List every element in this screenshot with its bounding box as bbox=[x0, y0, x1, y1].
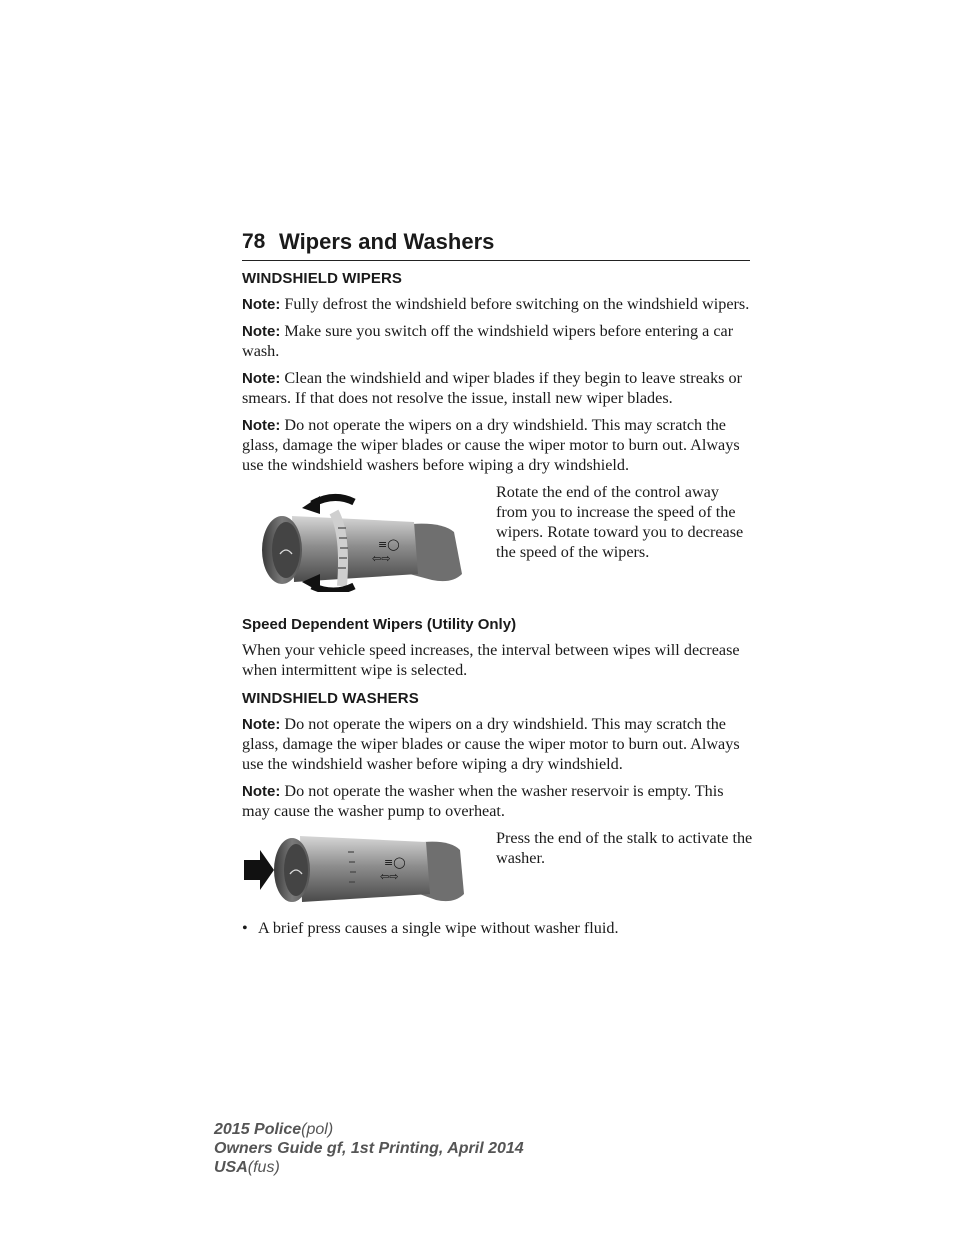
footer-market-code: (fus) bbox=[247, 1159, 280, 1176]
rotate-instruction-text: Rotate the end of the control away from you to increase the speed of the wipers. Rotate toward you to decrease the speed of the wipers. bbox=[496, 483, 744, 561]
svg-text:⇦⇨: ⇦⇨ bbox=[380, 870, 399, 883]
bullet-marker: • bbox=[242, 919, 248, 937]
note-label: Note: bbox=[242, 370, 281, 387]
chapter-title: Wipers and Washers bbox=[279, 229, 495, 254]
wiper-stalk-rotate-illustration bbox=[242, 482, 468, 592]
press-instruction-text: Press the end of the stalk to activate the washer. bbox=[496, 829, 753, 867]
note-paragraph bbox=[242, 321, 754, 361]
footer-market: USA bbox=[214, 1159, 248, 1176]
washer-press-figure-row bbox=[242, 828, 754, 910]
section-title-windshield-wipers: WINDSHIELD WIPERS bbox=[242, 270, 403, 287]
note-paragraph bbox=[242, 781, 754, 821]
washer-stalk-press-illustration bbox=[242, 828, 468, 910]
wiper-rotate-figure-row bbox=[242, 482, 754, 592]
note-paragraph bbox=[242, 714, 754, 774]
note-label: Note: bbox=[242, 417, 281, 434]
note-paragraph bbox=[242, 294, 754, 314]
note-text: Clean the windshield and wiper blades if they begin to leave streaks or smears. If that does not resolve the issue, install new wiper blades. bbox=[242, 369, 742, 407]
note-text: Do not operate the wipers on a dry windshield. This may scratch the glass, damage the wiper blades or cause the wiper motor to burn out. Always use the windshield washers before wiping a dry windshield. bbox=[242, 416, 740, 474]
section-title-windshield-washers: WINDSHIELD WASHERS bbox=[242, 690, 419, 707]
page-header bbox=[242, 226, 750, 261]
note-label: Note: bbox=[242, 296, 281, 313]
note-label: Note: bbox=[242, 783, 281, 800]
note-text: Make sure you switch off the windshield wipers before entering a car wash. bbox=[242, 322, 734, 360]
list-item bbox=[242, 918, 754, 938]
footer-model-code: (pol) bbox=[301, 1121, 334, 1138]
svg-text:≡◯: ≡◯ bbox=[384, 856, 406, 869]
section-title-speed-dependent-wipers: Speed Dependent Wipers (Utility Only) bbox=[242, 616, 517, 633]
note-text: Fully defrost the windshield before switching on the windshield wipers. bbox=[284, 295, 750, 313]
note-paragraph bbox=[242, 368, 754, 408]
note-text: Do not operate the washer when the washer reservoir is empty. This may cause the washer pump to overheat. bbox=[242, 782, 724, 820]
page-content bbox=[242, 270, 754, 938]
footer-line-market bbox=[214, 1158, 524, 1177]
note-label: Note: bbox=[242, 716, 281, 733]
note-paragraph bbox=[242, 415, 754, 475]
page-footer bbox=[214, 1120, 524, 1177]
footer-line-printing: Owners Guide gf, 1st Printing, April 2014 bbox=[214, 1140, 524, 1157]
bullet-text: A brief press causes a single wipe without washer fluid. bbox=[258, 919, 619, 937]
note-text: Do not operate the wipers on a dry windshield. This may scratch the glass, damage the wiper blades or cause the wiper motor to burn out. Always use the windshield washer before wiping a dry windshield. bbox=[242, 715, 740, 773]
note-label: Note: bbox=[242, 323, 281, 340]
footer-model: 2015 Police bbox=[214, 1121, 302, 1138]
svg-text:≡◯: ≡◯ bbox=[378, 538, 400, 551]
page-number: 78 bbox=[242, 230, 266, 253]
speed-dependent-paragraph: When your vehicle speed increases, the interval between wipes will decrease when intermittent wipe is selected. bbox=[242, 641, 740, 679]
svg-text:⇦⇨: ⇦⇨ bbox=[372, 552, 391, 565]
footer-line-model bbox=[214, 1120, 524, 1139]
